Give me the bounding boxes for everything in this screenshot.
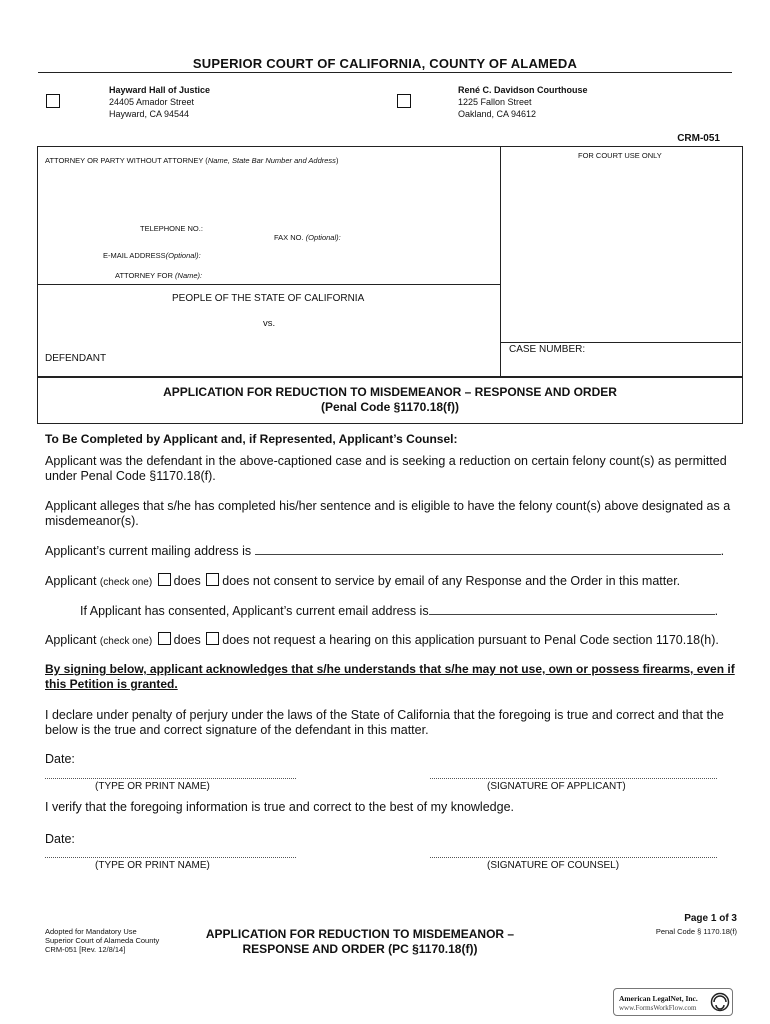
- court-use-label: FOR COURT USE ONLY: [578, 151, 662, 160]
- applicant-signature-field[interactable]: [430, 778, 717, 779]
- case-number-rule: [500, 342, 741, 343]
- checkbox-hayward[interactable]: [46, 94, 60, 108]
- email-consent-label: If Applicant has consented, Applicant’s current email address is: [80, 604, 429, 618]
- attorney-for-label: ATTORNEY FOR (Name):: [115, 271, 203, 280]
- section-heading: To Be Completed by Applicant and, if Represented, Applicant’s Counsel:: [45, 432, 458, 446]
- type-print-label-1: (TYPE OR PRINT NAME): [95, 781, 210, 792]
- telephone-label: TELEPHONE NO.:: [140, 224, 203, 233]
- fax-label: FAX NO. (Optional):: [274, 233, 341, 242]
- counsel-signature-field[interactable]: [430, 857, 717, 858]
- attorney-label: ATTORNEY OR PARTY WITHOUT ATTORNEY (Name, State Bar Number and Address): [45, 156, 339, 165]
- checkbox-oakland[interactable]: [397, 94, 411, 108]
- paragraph-eligibility: Applicant was the defendant in the above-captioned case and is seeking a reduction on certain felony count(s) as permitted under Penal Code §1170.18(f).: [45, 454, 727, 483]
- verify-text: I verify that the foregoing information is true and correct to the best of my knowledge.: [45, 800, 514, 814]
- globe-icon: [710, 992, 730, 1012]
- court2-address: [458, 84, 588, 120]
- american-legalnet-logo[interactable]: [613, 988, 733, 1016]
- form-number: CRM-051: [677, 133, 720, 144]
- email-row: If Applicant has consented, Applicant’s current email address is .: [80, 604, 719, 618]
- counsel-name-field[interactable]: [45, 857, 296, 858]
- firearms-notice: By signing below, applicant acknowledges that s/he understands that s/he may not use, own or possess firearms, even if this Petition is granted.: [45, 662, 735, 691]
- attorney-rule: [37, 284, 500, 285]
- court-title: SUPERIOR COURT OF CALIFORNIA, COUNTY OF ALAMEDA: [192, 56, 578, 71]
- penal-code-ref: Penal Code § 1170.18(f): [655, 927, 737, 936]
- mailing-label: Applicant’s current mailing address is: [45, 544, 252, 558]
- logo-url: www.FormsWorkFlow.com: [619, 1004, 697, 1012]
- paragraph-sentence: Applicant alleges that s/he has completed his/her sentence and is eligible to have the felony count(s) above designated as a misdemeanor(s).: [45, 499, 731, 528]
- court2-line2: Oakland, CA 94612: [458, 109, 537, 119]
- court1-address: [109, 84, 210, 120]
- type-print-label-2: (TYPE OR PRINT NAME): [95, 860, 210, 871]
- people-label: PEOPLE OF THE STATE OF CALIFORNIA: [172, 293, 365, 304]
- case-number-label: CASE NUMBER:: [509, 344, 586, 355]
- vs-label: vs.: [263, 318, 276, 329]
- email-label: E-MAIL ADDRESS(Optional):: [103, 251, 201, 260]
- form-title: [37, 385, 743, 415]
- court1-line1: 24405 Amador Street: [109, 97, 195, 107]
- mailing-address-field[interactable]: [255, 543, 721, 555]
- signature-applicant-label: (SIGNATURE OF APPLICANT): [487, 781, 626, 792]
- footer-title: APPLICATION FOR REDUCTION TO MISDEMEANOR – RESPONSE AND ORDER (PC §1170.18(f)): [205, 927, 515, 956]
- consent-does-checkbox[interactable]: [158, 573, 171, 586]
- consent-does-not-checkbox[interactable]: [206, 573, 219, 586]
- mailing-address-row: Applicant’s current mailing address is .: [45, 544, 725, 558]
- court1-line2: Hayward, CA 94544: [109, 109, 190, 119]
- page-number: Page 1 of 3: [684, 913, 737, 924]
- caption-box: [37, 146, 743, 378]
- date-label-counsel: Date:: [45, 832, 75, 846]
- logo-company: American LegalNet, Inc.: [619, 994, 698, 1003]
- court1-name: Hayward Hall of Justice: [109, 85, 211, 95]
- hearing-row: Applicant (check one) does does not request a hearing on this application pursuant to Penal Code section 1170.18(h).: [45, 633, 719, 647]
- adopted-block: Adopted for Mandatory Use Superior Court of Alameda County CRM-051 [Rev. 12/8/14]: [45, 927, 160, 954]
- defendant-label: DEFENDANT: [45, 353, 107, 364]
- header-rule: [38, 72, 732, 73]
- hearing-does-checkbox[interactable]: [158, 632, 171, 645]
- declaration-text: I declare under penalty of perjury under the laws of the State of California that the foregoing is true and correct and that the below is the true and correct signature of the defendant in this matter.: [45, 708, 724, 737]
- court2-line1: 1225 Fallon Street: [458, 97, 532, 107]
- form-title-line2: (Penal Code §1170.18(f)): [320, 400, 460, 414]
- signature-counsel-label: (SIGNATURE OF COUNSEL): [487, 860, 620, 871]
- date-label-applicant: Date:: [45, 752, 75, 766]
- applicant-email-field[interactable]: [429, 603, 715, 615]
- form-title-line1: APPLICATION FOR REDUCTION TO MISDEMEANOR – RESPONSE AND ORDER: [163, 385, 617, 399]
- court2-name: René C. Davidson Courthouse: [458, 85, 588, 95]
- consent-row: Applicant (check one) does does not consent to service by email of any Response and the Order in this matter.: [45, 574, 681, 588]
- applicant-name-field[interactable]: [45, 778, 296, 779]
- hearing-does-not-checkbox[interactable]: [206, 632, 219, 645]
